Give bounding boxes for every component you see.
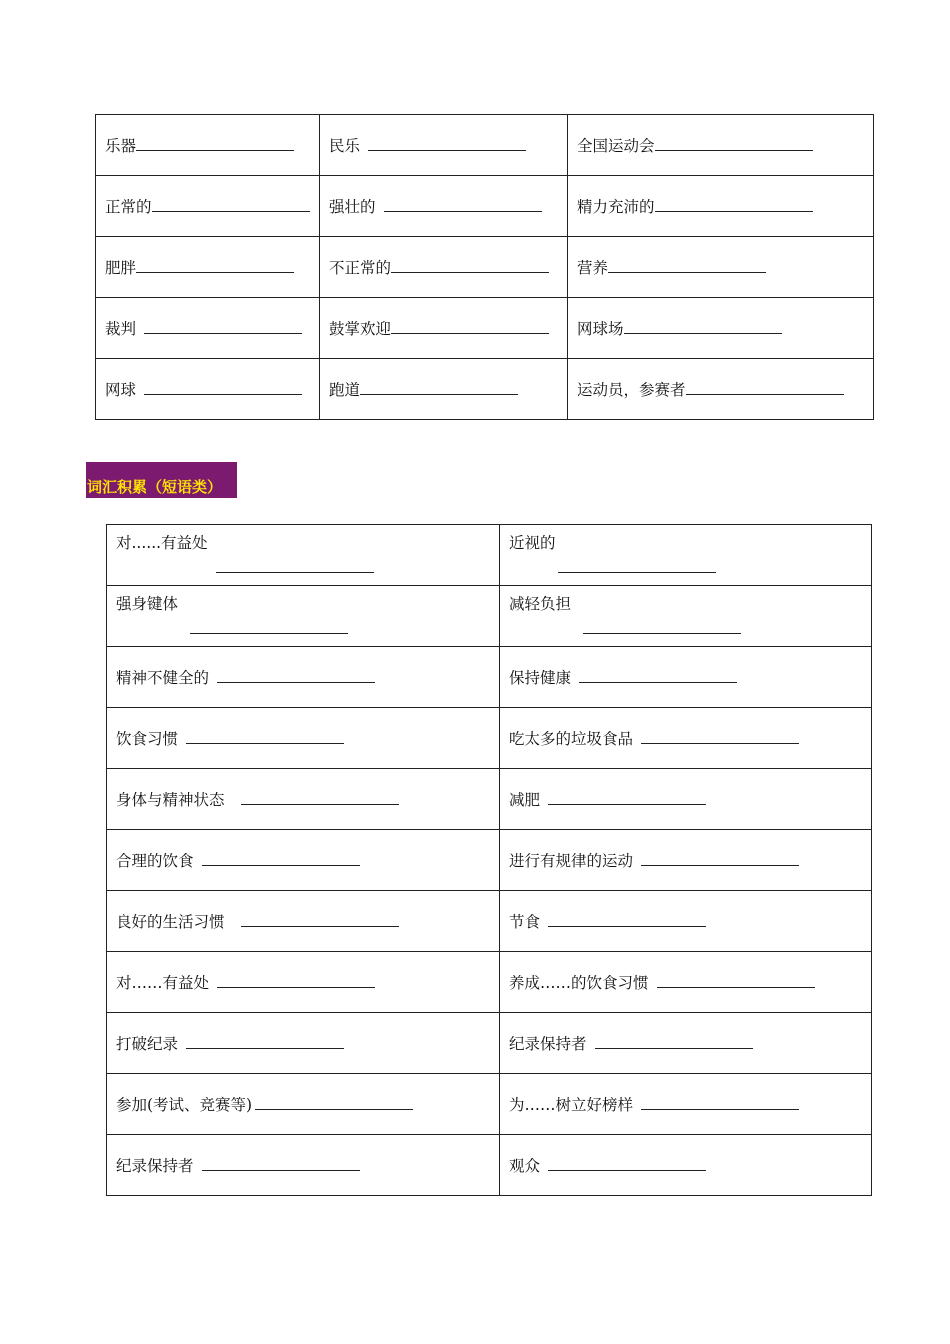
phrase-label: 合理的饮食 (116, 852, 194, 870)
vocab-cell (320, 176, 568, 237)
vocab-cell (568, 176, 874, 237)
vocab-cell (568, 115, 874, 176)
term-label: 网球 (105, 381, 137, 399)
vocab-cell (320, 237, 568, 298)
phrase-label: 打破纪录 (116, 1035, 179, 1053)
phrase-label: 减肥 (509, 791, 541, 809)
table-row (96, 237, 874, 298)
answer-blank[interactable] (144, 318, 302, 334)
phrase-label: 保持健康 (509, 669, 572, 687)
answer-blank[interactable] (186, 1033, 344, 1049)
table-row (107, 525, 872, 586)
answer-blank[interactable] (657, 972, 815, 988)
phrase-cell (107, 1013, 500, 1074)
term-label: 全国运动会 (577, 137, 655, 155)
table-row (96, 176, 874, 237)
answer-blank[interactable] (686, 379, 844, 395)
table-row (107, 1013, 872, 1074)
answer-blank[interactable] (579, 667, 737, 683)
phrase-label: 参加(考试、竞赛等) (116, 1096, 253, 1114)
phrase-label: 饮食习惯 (116, 730, 179, 748)
phrase-cell (107, 891, 500, 952)
answer-blank[interactable] (136, 257, 294, 273)
phrase-label: 对……有益处 (116, 974, 210, 992)
vocab-cell (320, 115, 568, 176)
answer-blank[interactable] (391, 318, 549, 334)
answer-blank[interactable] (144, 379, 302, 395)
answer-blank[interactable] (624, 318, 782, 334)
answer-blank[interactable] (368, 135, 526, 151)
term-label: 鼓掌欢迎 (329, 320, 392, 338)
phrase-cell (500, 952, 872, 1013)
answer-blank[interactable] (583, 618, 741, 634)
answer-blank[interactable] (152, 196, 310, 212)
answer-blank[interactable] (216, 557, 374, 573)
answer-blank[interactable] (391, 257, 549, 273)
answer-blank[interactable] (241, 911, 399, 927)
answer-blank[interactable] (558, 557, 716, 573)
answer-blank[interactable] (641, 850, 799, 866)
phrase-table (106, 524, 872, 1196)
term-label: 正常的 (105, 198, 152, 216)
vocab-cell (320, 359, 568, 420)
answer-blank[interactable] (217, 972, 375, 988)
phrase-label: 强身键体 (116, 595, 179, 613)
phrase-cell (500, 769, 872, 830)
answer-blank[interactable] (655, 196, 813, 212)
phrase-label: 精神不健全的 (116, 669, 210, 687)
term-label: 不正常的 (329, 259, 392, 277)
phrase-label: 观众 (509, 1157, 541, 1175)
vocab-cell (568, 298, 874, 359)
table-row (107, 952, 872, 1013)
table-row (107, 708, 872, 769)
phrase-cell (500, 830, 872, 891)
phrase-cell (107, 769, 500, 830)
phrase-cell (500, 1135, 872, 1196)
phrase-cell (107, 830, 500, 891)
answer-blank[interactable] (641, 1094, 799, 1110)
answer-blank[interactable] (595, 1033, 753, 1049)
phrase-label: 为……树立好榜样 (509, 1096, 634, 1114)
term-label: 民乐 (329, 137, 361, 155)
answer-blank[interactable] (136, 135, 294, 151)
answer-blank[interactable] (202, 850, 360, 866)
term-label: 精力充沛的 (577, 198, 655, 216)
phrase-cell (500, 586, 872, 647)
vocab-cell (320, 298, 568, 359)
answer-blank[interactable] (202, 1155, 360, 1171)
answer-blank[interactable] (217, 667, 375, 683)
table-row (107, 769, 872, 830)
table-row (107, 1135, 872, 1196)
phrase-label: 纪录保持者 (509, 1035, 587, 1053)
table-row (107, 1074, 872, 1135)
term-label: 裁判 (105, 320, 137, 338)
answer-blank[interactable] (548, 911, 706, 927)
phrase-label: 减轻负担 (509, 595, 572, 613)
phrase-label: 近视的 (509, 534, 556, 552)
term-label: 营养 (577, 259, 609, 277)
term-label: 网球场 (577, 320, 624, 338)
term-label: 肥胖 (105, 259, 137, 277)
answer-blank[interactable] (255, 1094, 413, 1110)
vocab-cell (96, 115, 320, 176)
vocab-table (95, 114, 874, 420)
table-row (107, 830, 872, 891)
table-row (107, 647, 872, 708)
phrase-cell (500, 1013, 872, 1074)
vocab-cell (96, 176, 320, 237)
phrase-label: 良好的生活习惯 (116, 913, 225, 931)
term-label: 乐器 (105, 137, 137, 155)
phrase-cell (107, 586, 500, 647)
phrase-cell (500, 647, 872, 708)
phrase-cell (107, 952, 500, 1013)
vocab-cell (96, 298, 320, 359)
vocab-cell (568, 359, 874, 420)
phrase-label: 节食 (509, 913, 541, 931)
answer-blank[interactable] (655, 135, 813, 151)
vocab-cell (96, 237, 320, 298)
answer-blank[interactable] (186, 728, 344, 744)
answer-blank[interactable] (241, 789, 399, 805)
section-heading-label: 词汇积累（短语类） (87, 478, 223, 496)
term-label: 运动员，参赛者 (577, 381, 686, 399)
vocab-cell (96, 359, 320, 420)
phrase-cell (107, 525, 500, 586)
phrase-cell (500, 708, 872, 769)
phrase-cell (107, 708, 500, 769)
answer-blank[interactable] (360, 379, 518, 395)
table-row (96, 298, 874, 359)
phrase-label: 吃太多的垃圾食品 (509, 730, 634, 748)
phrase-cell (107, 647, 500, 708)
term-label: 跑道 (329, 381, 361, 399)
section-heading (86, 462, 237, 498)
vocab-cell (568, 237, 874, 298)
answer-blank[interactable] (384, 196, 542, 212)
answer-blank[interactable] (548, 789, 706, 805)
phrase-label: 进行有规律的运动 (509, 852, 634, 870)
table-row (107, 586, 872, 647)
phrase-label: 养成……的饮食习惯 (509, 974, 649, 992)
table-row (96, 359, 874, 420)
phrase-cell (500, 525, 872, 586)
phrase-label: 对......有益处 (116, 534, 208, 552)
answer-blank[interactable] (641, 728, 799, 744)
answer-blank[interactable] (608, 257, 766, 273)
table-row (107, 891, 872, 952)
phrase-label: 身体与精神状态 (116, 791, 225, 809)
phrase-cell (107, 1135, 500, 1196)
table-row (96, 115, 874, 176)
phrase-label: 纪录保持者 (116, 1157, 194, 1175)
phrase-cell (107, 1074, 500, 1135)
answer-blank[interactable] (190, 618, 348, 634)
term-label: 强壮的 (329, 198, 376, 216)
answer-blank[interactable] (548, 1155, 706, 1171)
phrase-cell (500, 1074, 872, 1135)
phrase-cell (500, 891, 872, 952)
